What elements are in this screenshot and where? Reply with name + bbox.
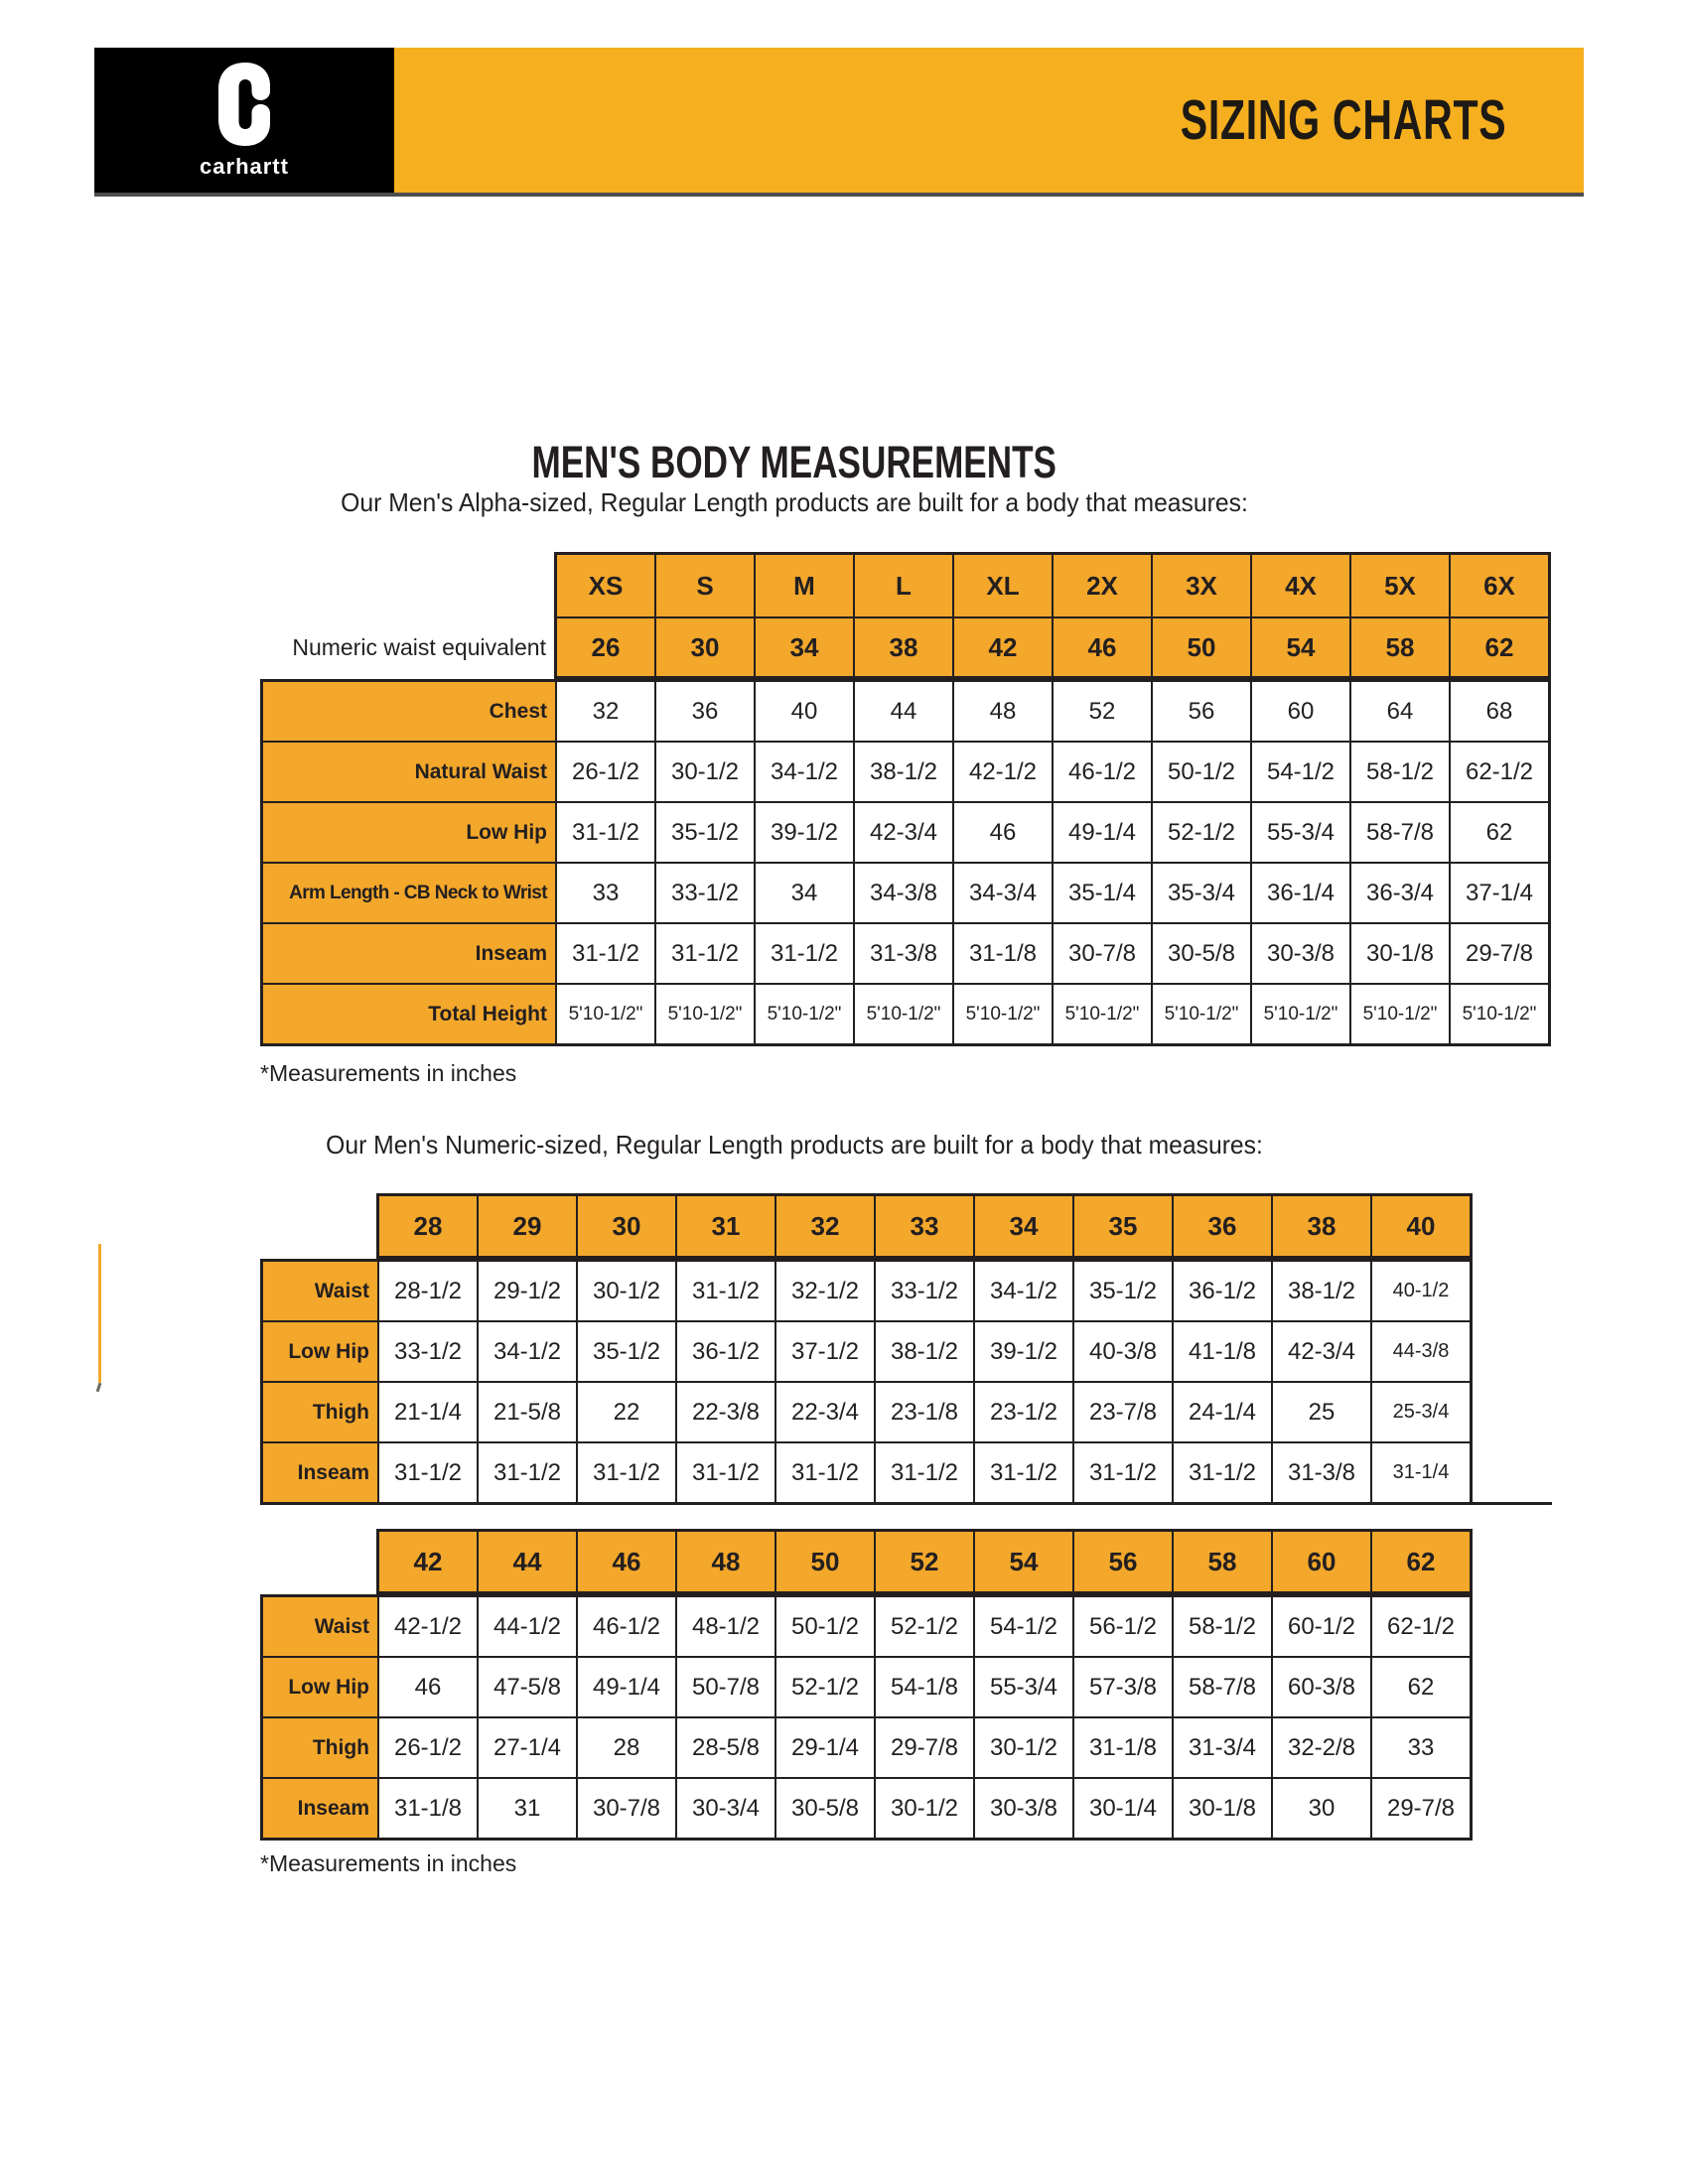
measurement-value-cell: 31-1/2	[656, 924, 754, 983]
measurement-value-cell: 29-7/8	[1451, 924, 1548, 983]
measurement-value-cell: 52-1/2	[1153, 803, 1250, 862]
numeric-size-cell: 58	[1174, 1532, 1271, 1591]
measurement-value-cell: 31-1/2	[578, 1443, 675, 1502]
row-label-cell: Low Hip	[263, 1658, 377, 1716]
measurements-footnote-alpha: *Measurements in inches	[260, 1060, 517, 1086]
measurement-value-cell: 31-1/2	[557, 924, 654, 983]
measurement-value-cell: 27-1/4	[479, 1718, 576, 1777]
measurement-value-cell: 34-1/2	[756, 743, 853, 801]
measurement-value-cell: 5'10-1/2"	[1054, 985, 1151, 1043]
measurement-value-cell: 46-1/2	[1054, 743, 1151, 801]
measurement-value-cell: 31-1/2	[756, 924, 853, 983]
table-divider-line	[1471, 1502, 1552, 1505]
numeric-size-cell: 36	[1174, 1196, 1271, 1256]
alpha-size-cell: 5X	[1351, 555, 1449, 616]
measurement-value-cell: 46-1/2	[578, 1597, 675, 1656]
measurement-value-cell: 31-3/4	[1174, 1718, 1271, 1777]
measurement-value-cell: 26-1/2	[379, 1718, 477, 1777]
measurement-value-cell: 37-1/4	[1451, 864, 1548, 922]
numeric-size-cell: 29	[479, 1196, 576, 1256]
alpha-size-cell: S	[656, 555, 754, 616]
measurement-value-cell: 32	[557, 682, 654, 741]
measurement-value-cell: 62	[1451, 803, 1548, 862]
measurement-value-cell: 42-3/4	[855, 803, 952, 862]
waist-equivalent-cell: 34	[756, 618, 853, 676]
measurement-value-cell: 31-1/4	[1372, 1443, 1470, 1502]
row-label-cell: Low Hip	[263, 803, 555, 862]
waist-equivalent-cell: 42	[954, 618, 1052, 676]
measurement-value-cell: 31-1/2	[557, 803, 654, 862]
measurement-value-cell: 44-1/2	[479, 1597, 576, 1656]
measurement-value-cell: 57-3/8	[1074, 1658, 1172, 1716]
measurement-value-cell: 5'10-1/2"	[954, 985, 1052, 1043]
waist-equivalent-cell: 46	[1054, 618, 1151, 676]
measurement-value-cell: 52-1/2	[776, 1658, 874, 1716]
measurement-value-cell: 50-1/2	[776, 1597, 874, 1656]
measurement-value-cell: 33-1/2	[656, 864, 754, 922]
measurement-value-cell: 28-1/2	[379, 1262, 477, 1320]
measurement-value-cell: 58-1/2	[1174, 1597, 1271, 1656]
measurement-value-cell: 48	[954, 682, 1052, 741]
measurement-value-cell: 34-1/2	[479, 1322, 576, 1381]
measurement-value-cell: 33-1/2	[379, 1322, 477, 1381]
measurement-value-cell: 55-3/4	[1252, 803, 1349, 862]
numeric-size-body-28-40	[260, 1259, 1473, 1505]
measurement-value-cell: 50-1/2	[1153, 743, 1250, 801]
measurement-value-cell: 52	[1054, 682, 1151, 741]
measurement-value-cell: 49-1/4	[1054, 803, 1151, 862]
measurement-value-cell: 5'10-1/2"	[756, 985, 853, 1043]
measurement-value-cell: 34	[756, 864, 853, 922]
measurement-value-cell: 28-5/8	[677, 1718, 774, 1777]
numeric-size-cell: 28	[379, 1196, 477, 1256]
measurement-value-cell: 25-3/4	[1372, 1383, 1470, 1441]
page-header-title: SIZING CHARTS	[1180, 88, 1506, 152]
measurement-value-cell: 40-1/2	[1372, 1262, 1470, 1320]
numeric-size-cell: 38	[1273, 1196, 1370, 1256]
measurement-value-cell: 54-1/2	[975, 1597, 1072, 1656]
row-label-cell: Thigh	[263, 1383, 377, 1441]
measurement-value-cell: 31-1/2	[975, 1443, 1072, 1502]
alpha-size-cell: 4X	[1252, 555, 1349, 616]
measurement-value-cell: 32-2/8	[1273, 1718, 1370, 1777]
measurement-value-cell: 31-1/2	[1174, 1443, 1271, 1502]
waist-equivalent-label: Numeric waist equivalent	[292, 633, 546, 660]
measurement-value-cell: 31	[479, 1779, 576, 1838]
measurement-value-cell: 25	[1273, 1383, 1370, 1441]
measurement-value-cell: 28	[578, 1718, 675, 1777]
measurement-value-cell: 24-1/4	[1174, 1383, 1271, 1441]
measurement-value-cell: 56	[1153, 682, 1250, 741]
numeric-size-cell: 32	[776, 1196, 874, 1256]
measurement-value-cell: 30-3/8	[975, 1779, 1072, 1838]
section-title: MEN'S BODY MEASUREMENTS	[531, 437, 1057, 487]
waist-equivalent-cell: 38	[855, 618, 952, 676]
row-label-cell: Inseam	[263, 924, 555, 983]
measurement-value-cell: 30-5/8	[1153, 924, 1250, 983]
measurement-value-cell: 23-7/8	[1074, 1383, 1172, 1441]
alpha-size-cell: XL	[954, 555, 1052, 616]
alpha-size-header	[554, 552, 1551, 679]
measurement-value-cell: 56-1/2	[1074, 1597, 1172, 1656]
waist-equivalent-cell: 26	[557, 618, 654, 676]
header-banner	[94, 48, 1584, 197]
alpha-size-cell: 2X	[1054, 555, 1151, 616]
measurement-value-cell: 30-1/2	[876, 1779, 973, 1838]
measurement-value-cell: 37-1/2	[776, 1322, 874, 1381]
measurement-value-cell: 52-1/2	[876, 1597, 973, 1656]
measurement-value-cell: 60	[1252, 682, 1349, 741]
measurement-value-cell: 38-1/2	[876, 1322, 973, 1381]
measurement-value-cell: 29-7/8	[1372, 1779, 1470, 1838]
measurement-value-cell: 35-1/2	[1074, 1262, 1172, 1320]
measurement-value-cell: 40	[756, 682, 853, 741]
measurement-value-cell: 60-3/8	[1273, 1658, 1370, 1716]
measurement-value-cell: 31-3/8	[1273, 1443, 1370, 1502]
alpha-size-cell: L	[855, 555, 952, 616]
measurement-value-cell: 29-7/8	[876, 1718, 973, 1777]
measurement-value-cell: 30-1/4	[1074, 1779, 1172, 1838]
waist-equivalent-cell: 58	[1351, 618, 1449, 676]
numeric-size-cell: 46	[578, 1532, 675, 1591]
row-label-cell: Arm Length - CB Neck to Wrist	[263, 864, 555, 922]
measurement-value-cell: 5'10-1/2"	[855, 985, 952, 1043]
measurement-value-cell: 60-1/2	[1273, 1597, 1370, 1656]
measurement-value-cell: 33-1/2	[876, 1262, 973, 1320]
measurement-value-cell: 23-1/2	[975, 1383, 1072, 1441]
numeric-size-cell: 48	[677, 1532, 774, 1591]
measurements-footnote-numeric: *Measurements in inches	[260, 1850, 517, 1876]
measurement-value-cell: 42-3/4	[1273, 1322, 1370, 1381]
numeric-size-cell: 40	[1372, 1196, 1470, 1256]
alpha-size-body	[260, 679, 1551, 1046]
measurement-value-cell: 36	[656, 682, 754, 741]
numeric-size-cell: 52	[876, 1532, 973, 1591]
numeric-size-cell: 62	[1372, 1532, 1470, 1591]
measurement-value-cell: 31-1/2	[379, 1443, 477, 1502]
measurement-value-cell: 39-1/2	[756, 803, 853, 862]
measurement-value-cell: 58-1/2	[1351, 743, 1449, 801]
measurement-value-cell: 33	[1372, 1718, 1470, 1777]
measurement-value-cell: 34-3/8	[855, 864, 952, 922]
alpha-size-cell: XS	[557, 555, 654, 616]
measurement-value-cell: 31-1/2	[677, 1443, 774, 1502]
row-label-cell: Low Hip	[263, 1322, 377, 1381]
measurement-value-cell: 31-1/2	[776, 1443, 874, 1502]
waist-equivalent-cell: 30	[656, 618, 754, 676]
measurement-value-cell: 39-1/2	[975, 1322, 1072, 1381]
waist-equivalent-cell: 62	[1451, 618, 1548, 676]
measurement-value-cell: 23-1/8	[876, 1383, 973, 1441]
numeric-intro-text: Our Men's Numeric-sized, Regular Length products are built for a body that measures:	[326, 1130, 1263, 1160]
alpha-size-cell: 3X	[1153, 555, 1250, 616]
measurement-value-cell: 30-3/4	[677, 1779, 774, 1838]
measurement-value-cell: 5'10-1/2"	[656, 985, 754, 1043]
measurement-value-cell: 35-1/4	[1054, 864, 1151, 922]
row-label-cell: Natural Waist	[263, 743, 555, 801]
measurement-value-cell: 46	[379, 1658, 477, 1716]
measurement-value-cell: 21-5/8	[479, 1383, 576, 1441]
measurement-value-cell: 62-1/2	[1451, 743, 1548, 801]
measurement-value-cell: 22-3/8	[677, 1383, 774, 1441]
measurement-value-cell: 26-1/2	[557, 743, 654, 801]
measurement-value-cell: 29-1/2	[479, 1262, 576, 1320]
measurement-value-cell: 30-7/8	[578, 1779, 675, 1838]
numeric-size-cell: 60	[1273, 1532, 1370, 1591]
row-label-cell: Waist	[263, 1262, 377, 1320]
measurement-value-cell: 5'10-1/2"	[1351, 985, 1449, 1043]
numeric-size-header-42-62	[376, 1529, 1473, 1594]
measurement-value-cell: 32-1/2	[776, 1262, 874, 1320]
measurement-value-cell: 30-3/8	[1252, 924, 1349, 983]
numeric-size-cell: 34	[975, 1196, 1072, 1256]
measurement-value-cell: 5'10-1/2"	[1252, 985, 1349, 1043]
measurement-value-cell: 31-1/2	[677, 1262, 774, 1320]
measurement-value-cell: 42-1/2	[954, 743, 1052, 801]
carhartt-logo	[94, 48, 394, 193]
measurement-value-cell: 33	[557, 864, 654, 922]
numeric-size-cell: 50	[776, 1532, 874, 1591]
row-label-cell: Inseam	[263, 1779, 377, 1838]
measurement-value-cell: 5'10-1/2"	[1153, 985, 1250, 1043]
measurement-value-cell: 30	[1273, 1779, 1370, 1838]
measurement-value-cell: 31-1/8	[954, 924, 1052, 983]
numeric-size-body-42-62	[260, 1594, 1473, 1841]
measurement-value-cell: 22	[578, 1383, 675, 1441]
measurement-value-cell: 30-1/2	[578, 1262, 675, 1320]
alpha-size-cell: M	[756, 555, 853, 616]
measurement-value-cell: 30-1/2	[656, 743, 754, 801]
left-margin-print-artifact	[98, 1244, 101, 1383]
numeric-size-cell: 56	[1074, 1532, 1172, 1591]
measurement-value-cell: 40-3/8	[1074, 1322, 1172, 1381]
measurement-value-cell: 62-1/2	[1372, 1597, 1470, 1656]
measurement-value-cell: 31-3/8	[855, 924, 952, 983]
measurement-value-cell: 64	[1351, 682, 1449, 741]
measurement-value-cell: 34-3/4	[954, 864, 1052, 922]
numeric-size-header-28-40	[376, 1193, 1473, 1259]
numeric-size-cell: 54	[975, 1532, 1072, 1591]
waist-equivalent-cell: 54	[1252, 618, 1349, 676]
row-label-cell: Total Height	[263, 985, 555, 1043]
measurement-value-cell: 48-1/2	[677, 1597, 774, 1656]
measurement-value-cell: 42-1/2	[379, 1597, 477, 1656]
measurement-value-cell: 62	[1372, 1658, 1470, 1716]
measurement-value-cell: 55-3/4	[975, 1658, 1072, 1716]
measurement-value-cell: 31-1/2	[479, 1443, 576, 1502]
waist-equivalent-cell: 50	[1153, 618, 1250, 676]
measurement-value-cell: 30-1/8	[1174, 1779, 1271, 1838]
measurement-value-cell: 35-1/2	[578, 1322, 675, 1381]
row-label-cell: Waist	[263, 1597, 377, 1656]
measurement-value-cell: 31-1/2	[876, 1443, 973, 1502]
measurement-value-cell: 34-1/2	[975, 1262, 1072, 1320]
measurement-value-cell: 29-1/4	[776, 1718, 874, 1777]
measurement-value-cell: 22-3/4	[776, 1383, 874, 1441]
measurement-value-cell: 36-1/2	[1174, 1262, 1271, 1320]
alpha-intro-text: Our Men's Alpha-sized, Regular Length products are built for a body that measures:	[341, 487, 1248, 517]
measurement-value-cell: 30-5/8	[776, 1779, 874, 1838]
measurement-value-cell: 44	[855, 682, 952, 741]
numeric-size-cell: 42	[379, 1532, 477, 1591]
measurement-value-cell: 30-1/8	[1351, 924, 1449, 983]
measurement-value-cell: 47-5/8	[479, 1658, 576, 1716]
measurement-value-cell: 5'10-1/2"	[557, 985, 654, 1043]
measurement-value-cell: 30-1/2	[975, 1718, 1072, 1777]
measurement-value-cell: 38-1/2	[1273, 1262, 1370, 1320]
measurement-value-cell: 46	[954, 803, 1052, 862]
measurement-value-cell: 54-1/8	[876, 1658, 973, 1716]
carhartt-c-icon	[215, 62, 273, 147]
alpha-size-cell: 6X	[1451, 555, 1548, 616]
measurement-value-cell: 31-1/8	[379, 1779, 477, 1838]
numeric-size-cell: 31	[677, 1196, 774, 1256]
measurement-value-cell: 21-1/4	[379, 1383, 477, 1441]
measurement-value-cell: 50-7/8	[677, 1658, 774, 1716]
measurement-value-cell: 35-3/4	[1153, 864, 1250, 922]
measurement-value-cell: 36-1/2	[677, 1322, 774, 1381]
measurement-value-cell: 58-7/8	[1174, 1658, 1271, 1716]
measurement-value-cell: 30-7/8	[1054, 924, 1151, 983]
measurement-value-cell: 36-1/4	[1252, 864, 1349, 922]
measurement-value-cell: 54-1/2	[1252, 743, 1349, 801]
row-label-cell: Thigh	[263, 1718, 377, 1777]
numeric-size-cell: 35	[1074, 1196, 1172, 1256]
measurement-value-cell: 38-1/2	[855, 743, 952, 801]
measurement-value-cell: 68	[1451, 682, 1548, 741]
measurement-value-cell: 5'10-1/2"	[1451, 985, 1548, 1043]
row-label-cell: Chest	[263, 682, 555, 741]
measurement-value-cell: 58-7/8	[1351, 803, 1449, 862]
row-label-cell: Inseam	[263, 1443, 377, 1502]
numeric-size-cell: 30	[578, 1196, 675, 1256]
measurement-value-cell: 36-3/4	[1351, 864, 1449, 922]
carhartt-wordmark: carhartt	[200, 153, 289, 179]
measurement-value-cell: 31-1/2	[1074, 1443, 1172, 1502]
numeric-size-cell: 33	[876, 1196, 973, 1256]
measurement-value-cell: 31-1/8	[1074, 1718, 1172, 1777]
measurement-value-cell: 44-3/8	[1372, 1322, 1470, 1381]
measurement-value-cell: 49-1/4	[578, 1658, 675, 1716]
measurement-value-cell: 35-1/2	[656, 803, 754, 862]
banner-title-area	[394, 48, 1584, 193]
measurement-value-cell: 41-1/8	[1174, 1322, 1271, 1381]
numeric-size-cell: 44	[479, 1532, 576, 1591]
